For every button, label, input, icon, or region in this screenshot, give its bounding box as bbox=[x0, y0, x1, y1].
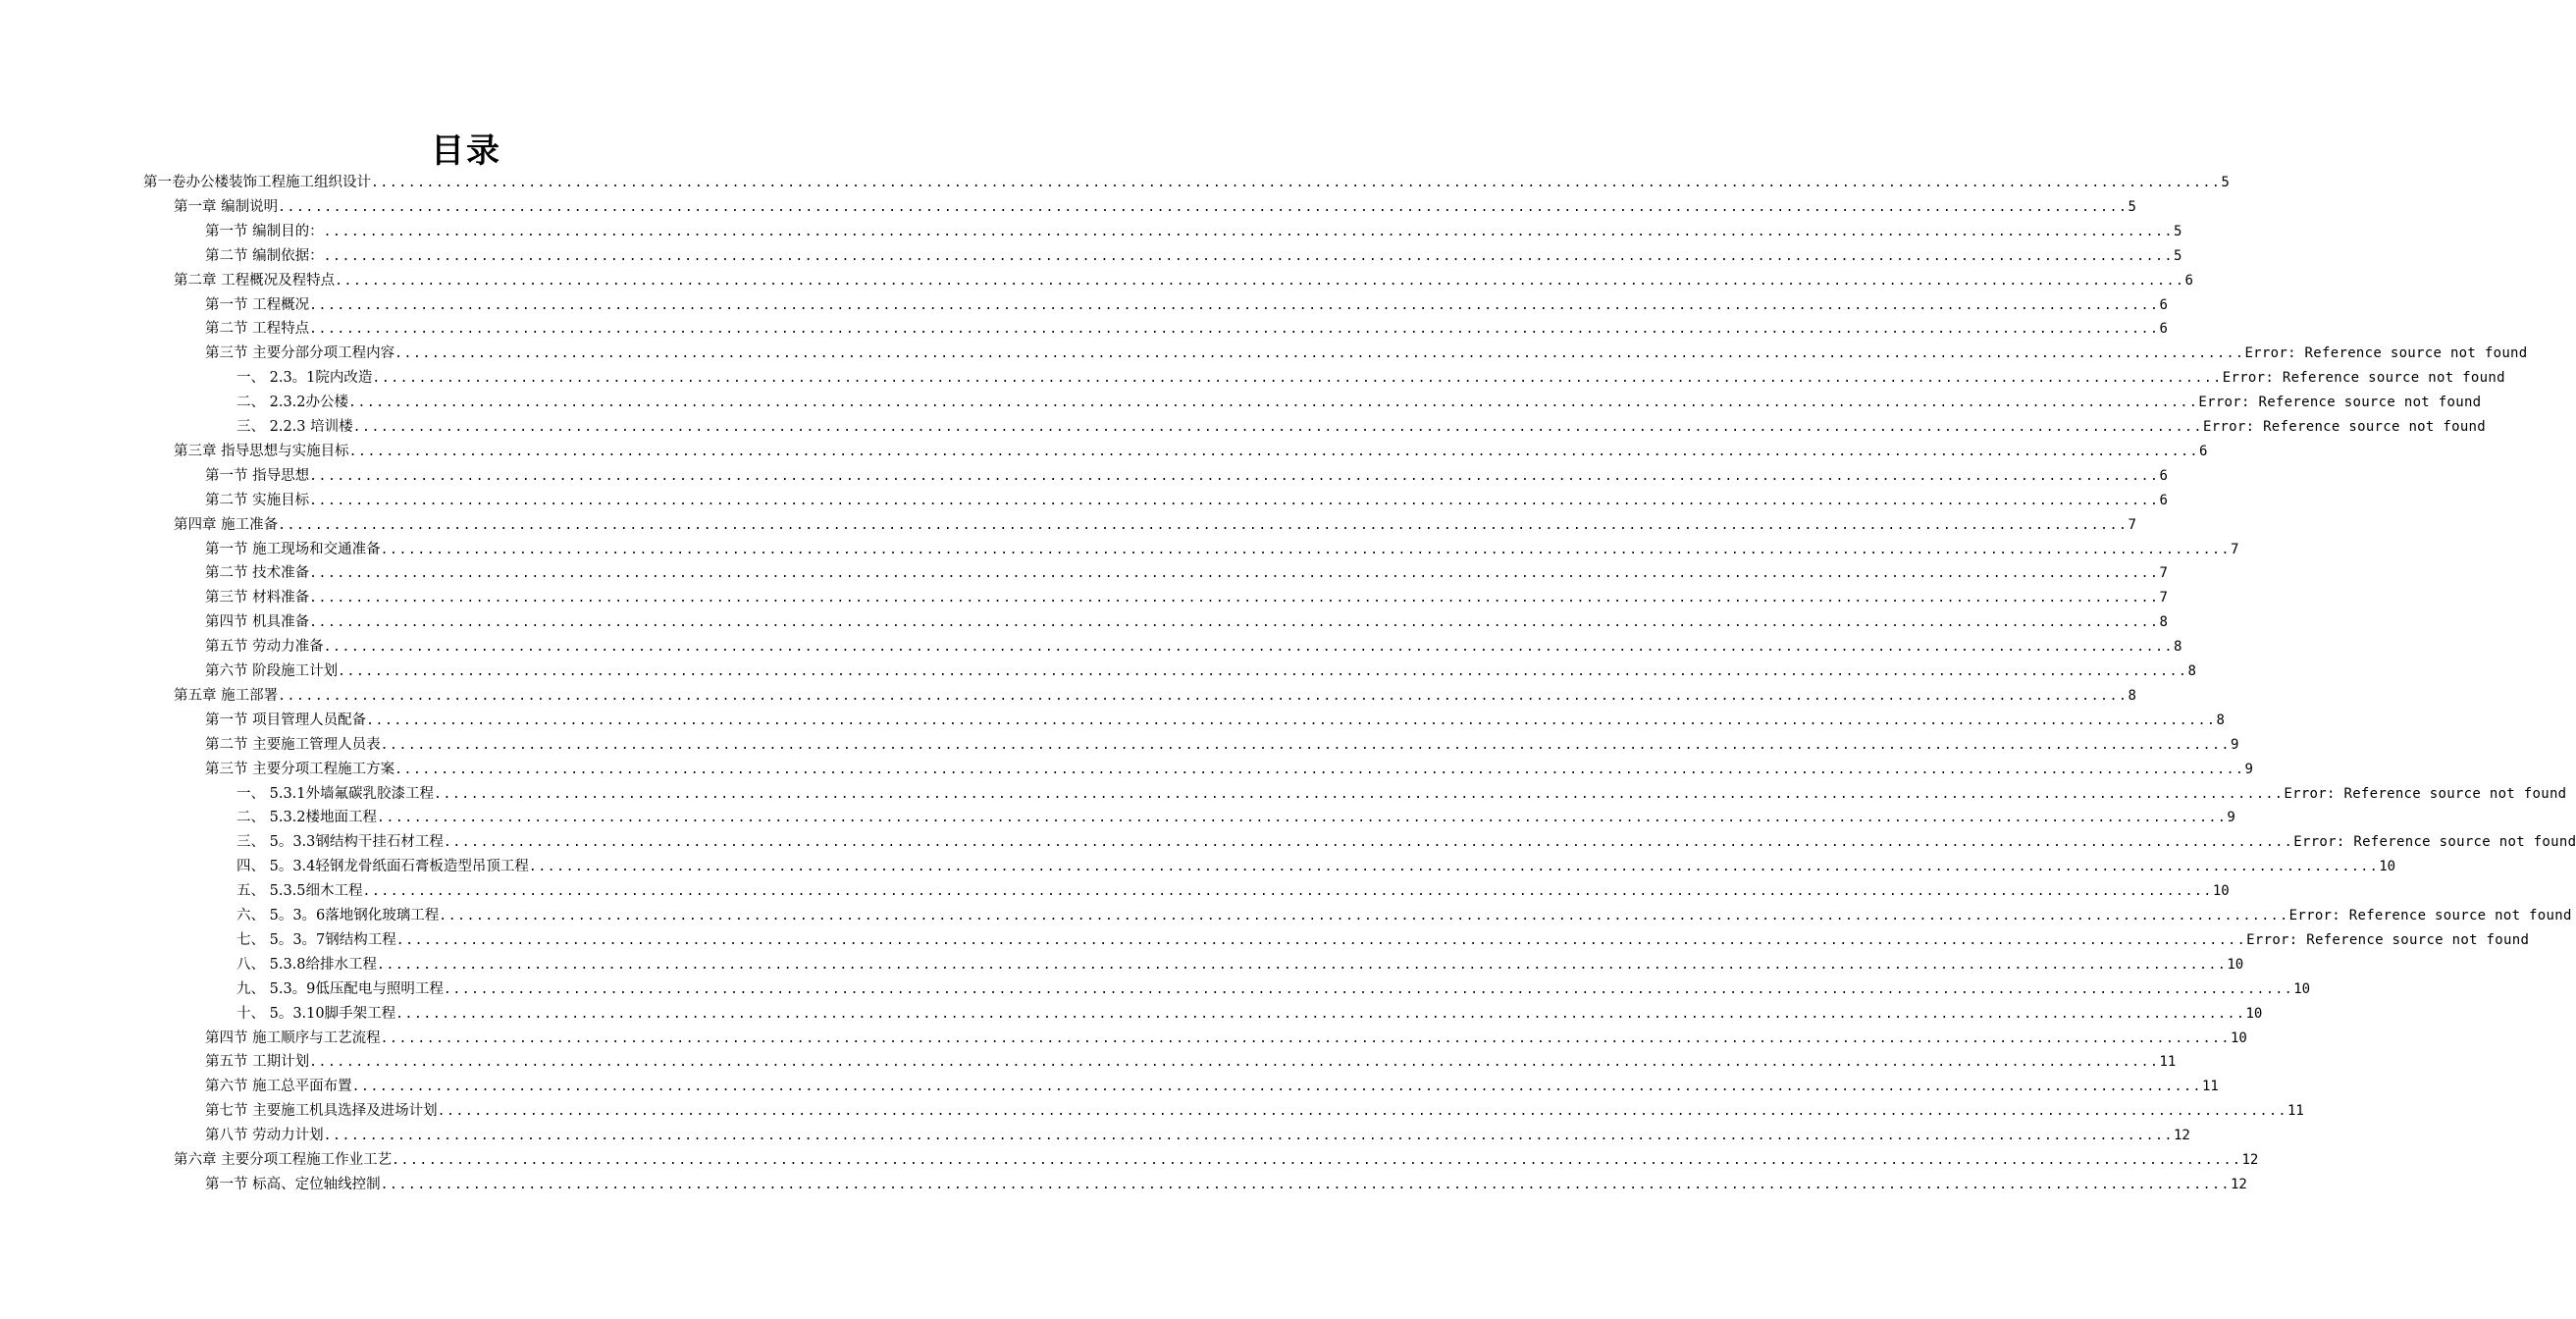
toc-entry-page: 8 bbox=[2216, 712, 2225, 728]
toc-entry[interactable] bbox=[174, 1148, 2259, 1172]
toc-entry[interactable] bbox=[237, 1002, 2263, 1026]
toc-entry[interactable] bbox=[174, 513, 2136, 537]
toc-entry-page: Error: Reference source not found bbox=[2222, 370, 2505, 387]
toc-entry-page: 11 bbox=[2159, 1054, 2177, 1071]
toc-entry-label: 第二节 实施目标 bbox=[205, 492, 310, 508]
toc-entry-page: 7 bbox=[2159, 565, 2168, 582]
toc-entry-label: 第三节 主要分部分项工程内容 bbox=[205, 345, 395, 362]
toc-entry-label: 二、 2.3.2办公楼 bbox=[237, 395, 349, 411]
toc-entry-label: 第一章 编制说明 bbox=[174, 198, 279, 215]
toc-leader-dots: ........................................................................................................................................................................................................ bbox=[439, 909, 2289, 923]
toc-leader-dots: ........................................................................................................................................................................................................ bbox=[278, 688, 2129, 704]
toc-entry-label: 第四节 施工顺序与工艺流程 bbox=[205, 1029, 381, 1046]
toc-entry-page: Error: Reference source not found bbox=[2284, 785, 2567, 802]
toc-entry-label: 第一节 编制目的： bbox=[205, 223, 324, 239]
toc-entry[interactable] bbox=[237, 782, 2567, 806]
toc-entry[interactable] bbox=[205, 464, 2168, 488]
toc-entry-label: 第二节 主要施工管理人员表 bbox=[205, 736, 381, 753]
toc-leader-dots: ........................................................................................................................................................................................................ bbox=[348, 396, 2199, 411]
toc-entry[interactable] bbox=[205, 489, 2168, 512]
toc-entry-label: 第五节 工期计划 bbox=[205, 1054, 310, 1071]
toc-leader-dots: ........................................................................................................................................................................................................ bbox=[309, 566, 2160, 582]
toc-leader-dots: ........................................................................................................................................................................................................ bbox=[380, 1030, 2231, 1046]
toc-entry[interactable] bbox=[143, 171, 2230, 194]
toc-leader-dots: ........................................................................................................................................................................................................ bbox=[372, 371, 2223, 387]
toc-entry-label: 九、 5.3。9低压配电与照明工程 bbox=[237, 980, 444, 997]
toc-entry-page: 10 bbox=[2245, 1005, 2263, 1022]
toc-entry[interactable] bbox=[237, 904, 2572, 927]
toc-leader-dots: ........................................................................................................................................................................................................ bbox=[309, 468, 2160, 484]
toc-entry-label: 五、 5.3.5细木工程 bbox=[237, 883, 363, 900]
toc-leader-dots: ........................................................................................................................................................................................................ bbox=[380, 737, 2231, 753]
toc-entry-label: 第三节 材料准备 bbox=[205, 590, 310, 607]
toc-leader-dots: ........................................................................................................................................................................................................ bbox=[394, 762, 2245, 777]
toc-leader-dots: ........................................................................................................................................................................................................ bbox=[377, 811, 2228, 826]
toc-entry[interactable] bbox=[237, 415, 2487, 439]
toc-entry[interactable] bbox=[237, 953, 2244, 976]
toc-entry-label: 第一卷办公楼装饰工程施工组织设计 bbox=[143, 175, 371, 190]
toc-entry[interactable] bbox=[205, 635, 2182, 659]
toc-entry-label: 第三节 主要分项工程施工方案 bbox=[205, 761, 395, 777]
toc-entry-page: Error: Reference source not found bbox=[2293, 834, 2576, 851]
toc-entry[interactable] bbox=[237, 366, 2505, 390]
toc-entry-page: Error: Reference source not found bbox=[2244, 345, 2528, 362]
toc-entry-page: 12 bbox=[2230, 1176, 2247, 1192]
toc-entry-page: 7 bbox=[2159, 590, 2168, 607]
toc-entry-label: 第七节 主要施工机具选择及进场计划 bbox=[205, 1103, 438, 1120]
toc-entry[interactable] bbox=[237, 391, 2482, 414]
toc-entry[interactable] bbox=[205, 1124, 2190, 1147]
toc-entry[interactable] bbox=[174, 440, 2208, 463]
toc-entry[interactable] bbox=[205, 561, 2168, 585]
toc-entry[interactable] bbox=[205, 1027, 2247, 1050]
toc-leader-dots: ........................................................................................................................................................................................................ bbox=[309, 615, 2160, 631]
toc-entry-page: 8 bbox=[2128, 687, 2136, 704]
toc-entry[interactable] bbox=[205, 317, 2168, 341]
toc-entry[interactable] bbox=[205, 709, 2225, 732]
toc-entry-page: Error: Reference source not found bbox=[2202, 419, 2487, 435]
toc-entry[interactable] bbox=[174, 684, 2136, 708]
toc-leader-dots: ........................................................................................................................................................................................................ bbox=[309, 297, 2160, 313]
toc-entry-page: 11 bbox=[2201, 1079, 2219, 1095]
toc-leader-dots: ........................................................................................................................................................................................................ bbox=[351, 1080, 2202, 1095]
toc-entry[interactable] bbox=[205, 1173, 2247, 1196]
toc-entry[interactable] bbox=[205, 1075, 2219, 1098]
toc-entry-page: 5 bbox=[2173, 223, 2182, 239]
page-title: 目录 bbox=[431, 132, 501, 171]
toc-entry[interactable] bbox=[237, 830, 2576, 854]
toc-entry[interactable] bbox=[205, 538, 2239, 561]
toc-entry-page: 5 bbox=[2221, 175, 2230, 190]
toc-entry-page: 11 bbox=[2287, 1103, 2304, 1120]
toc-entry-label: 第三章 指导思想与实施目标 bbox=[174, 443, 349, 459]
toc-entry-label: 七、 5。3。7钢结构工程 bbox=[237, 931, 396, 948]
toc-entry-label: 六、 5。3。6落地钢化玻璃工程 bbox=[237, 908, 440, 923]
toc-leader-dots: ........................................................................................................................................................................................................ bbox=[323, 1129, 2174, 1144]
toc-leader-dots: ........................................................................................................................................................................................................ bbox=[371, 176, 2222, 190]
toc-entry-page: Error: Reference source not found bbox=[2246, 931, 2530, 948]
toc-entry-label: 一、 2.3。1院内改造 bbox=[237, 370, 373, 387]
toc-entry-label: 第二节 工程特点 bbox=[205, 321, 310, 338]
toc-entry-page: 10 bbox=[2293, 980, 2311, 997]
toc-entry-label: 第一节 标高、定位轴线控制 bbox=[205, 1176, 381, 1192]
toc-leader-dots: ........................................................................................................................................................................................................ bbox=[394, 346, 2245, 362]
toc-entry-page: 9 bbox=[2227, 810, 2235, 826]
toc-leader-dots: ........................................................................................................................................................................................................ bbox=[309, 322, 2160, 338]
toc-entry[interactable] bbox=[205, 1050, 2177, 1074]
toc-entry-page: 6 bbox=[2159, 321, 2168, 338]
toc-entry[interactable] bbox=[205, 733, 2239, 757]
toc-entry-page: 8 bbox=[2159, 614, 2168, 631]
toc-entry[interactable] bbox=[205, 660, 2196, 683]
toc-entry-page: 5 bbox=[2128, 198, 2136, 215]
toc-leader-dots: ........................................................................................................................................................................................................ bbox=[437, 1104, 2287, 1120]
toc-entry-label: 第二节 技术准备 bbox=[205, 565, 310, 582]
toc-entry[interactable] bbox=[237, 855, 2396, 878]
toc-entry[interactable] bbox=[174, 195, 2136, 219]
toc-entry-page: 6 bbox=[2159, 296, 2168, 313]
toc-entry-page: 12 bbox=[2173, 1128, 2190, 1144]
toc-leader-dots: ........................................................................................................................................................................................................ bbox=[380, 542, 2231, 557]
toc-entry-page: 10 bbox=[2212, 883, 2230, 900]
toc-entry-label: 第四章 施工准备 bbox=[174, 516, 279, 533]
toc-entry-page: 9 bbox=[2230, 736, 2239, 753]
toc-entry-label: 第六节 阶段施工计划 bbox=[205, 663, 339, 679]
toc-entry-label: 十、 5。3.10脚手架工程 bbox=[237, 1005, 396, 1022]
toc-entry-label: 第一节 工程概况 bbox=[205, 296, 310, 313]
toc-entry-label: 第一节 施工现场和交通准备 bbox=[205, 541, 381, 557]
toc-entry[interactable] bbox=[237, 879, 2230, 903]
toc-entry-page: 6 bbox=[2198, 443, 2208, 459]
toc-leader-dots: ........................................................................................................................................................................................................ bbox=[348, 444, 2199, 459]
toc-entry-label: 三、 5。3.3钢结构干挂石材工程 bbox=[237, 834, 444, 851]
toc-entry-label: 二、 5.3.2楼地面工程 bbox=[237, 810, 378, 826]
toc-entry-page: 10 bbox=[2227, 956, 2244, 973]
toc-entry-page: 6 bbox=[2184, 272, 2193, 289]
toc-entry-label: 第一节 指导思想 bbox=[205, 467, 310, 484]
toc-entry[interactable] bbox=[205, 586, 2168, 609]
toc-entry-page: Error: Reference source not found bbox=[2288, 908, 2572, 923]
toc-leader-dots: ........................................................................................................................................................................................................ bbox=[362, 884, 2213, 900]
toc-leader-dots: ........................................................................................................................................................................................................ bbox=[443, 981, 2294, 997]
toc-entry-label: 第二节 编制依据： bbox=[205, 247, 324, 264]
toc-entry-label: 四、 5。3.4轻钢龙骨纸面石膏板造型吊顶工程 bbox=[237, 859, 529, 875]
toc-leader-dots: ........................................................................................................................................................................................................ bbox=[309, 591, 2160, 607]
toc-leader-dots: ........................................................................................................................................................................................................ bbox=[309, 493, 2160, 508]
toc-entry-label: 第二章 工程概况及程特点 bbox=[174, 272, 336, 289]
toc-leader-dots: ........................................................................................................................................................................................................ bbox=[366, 712, 2217, 728]
toc-entry[interactable] bbox=[237, 928, 2530, 952]
toc-entry-page: 8 bbox=[2187, 663, 2196, 679]
toc-leader-dots: ........................................................................................................................................................................................................ bbox=[377, 957, 2228, 973]
toc-entry[interactable] bbox=[237, 806, 2235, 829]
toc-entry[interactable] bbox=[205, 220, 2182, 243]
toc-leader-dots: ........................................................................................................................................................................................................ bbox=[434, 786, 2285, 802]
toc-entry-page: 12 bbox=[2241, 1152, 2259, 1168]
toc-entry-label: 第五节 劳动力准备 bbox=[205, 639, 324, 656]
toc-leader-dots: ........................................................................................................................................................................................................ bbox=[323, 640, 2174, 656]
toc-entry-label: 第六章 主要分项工程施工作业工艺 bbox=[174, 1152, 393, 1168]
toc-entry[interactable] bbox=[205, 342, 2528, 365]
toc-entry-page: 7 bbox=[2230, 541, 2239, 557]
toc-entry-page: Error: Reference source not found bbox=[2198, 395, 2482, 411]
toc-entry[interactable] bbox=[205, 293, 2168, 317]
toc-leader-dots: ........................................................................................................................................................................................................ bbox=[335, 273, 2185, 289]
toc-leader-dots: ........................................................................................................................................................................................................ bbox=[352, 420, 2203, 435]
toc-leader-dots: ........................................................................................................................................................................................................ bbox=[528, 860, 2380, 875]
toc-entry-page: 10 bbox=[2379, 859, 2396, 875]
toc-entry[interactable] bbox=[205, 1099, 2304, 1123]
toc-entry-label: 第四节 机具准备 bbox=[205, 614, 310, 631]
toc-entry-page: 8 bbox=[2173, 639, 2182, 656]
toc-entry-label: 第八节 劳动力计划 bbox=[205, 1128, 324, 1144]
toc-entry-label: 第六节 施工总平面布置 bbox=[205, 1079, 352, 1095]
toc-entry-label: 八、 5.3.8给排水工程 bbox=[237, 956, 378, 973]
toc-leader-dots: ........................................................................................................................................................................................................ bbox=[323, 224, 2174, 239]
toc-entry-label: 一、 5.3.1外墙氟碳乳胶漆工程 bbox=[237, 785, 435, 802]
toc-entry[interactable] bbox=[205, 758, 2253, 781]
toc-entry[interactable] bbox=[205, 610, 2168, 634]
toc-entry-page: 5 bbox=[2173, 247, 2182, 264]
toc-entry-page: 9 bbox=[2244, 761, 2253, 777]
toc-leader-dots: ........................................................................................................................................................................................................ bbox=[392, 1153, 2242, 1168]
toc-entry-label: 第五章 施工部署 bbox=[174, 687, 279, 704]
toc-entry-page: 7 bbox=[2128, 516, 2136, 533]
toc-entry-page: 10 bbox=[2230, 1029, 2247, 1046]
toc-leader-dots: ........................................................................................................................................................................................................ bbox=[338, 664, 2188, 679]
toc-entry-label: 第一节 项目管理人员配备 bbox=[205, 712, 367, 728]
toc-entry[interactable] bbox=[237, 977, 2311, 1001]
toc-entry-label: 三、 2.2.3 培训楼 bbox=[237, 419, 353, 435]
toc-leader-dots: ........................................................................................................................................................................................................ bbox=[380, 1177, 2231, 1192]
toc-leader-dots: ........................................................................................................................................................................................................ bbox=[309, 1055, 2160, 1071]
toc-entry[interactable] bbox=[174, 269, 2193, 292]
toc-leader-dots: ........................................................................................................................................................................................................ bbox=[443, 835, 2294, 851]
toc-entry[interactable] bbox=[205, 244, 2182, 268]
toc-leader-dots: ........................................................................................................................................................................................................ bbox=[323, 248, 2174, 264]
toc-leader-dots: ........................................................................................................................................................................................................ bbox=[278, 199, 2129, 215]
toc-leader-dots: ........................................................................................................................................................................................................ bbox=[395, 932, 2247, 948]
toc-leader-dots: ........................................................................................................................................................................................................ bbox=[395, 1006, 2246, 1022]
toc-entry-page: 6 bbox=[2159, 467, 2168, 484]
toc-entry-page: 6 bbox=[2159, 492, 2168, 508]
toc-leader-dots: ........................................................................................................................................................................................................ bbox=[278, 517, 2129, 533]
